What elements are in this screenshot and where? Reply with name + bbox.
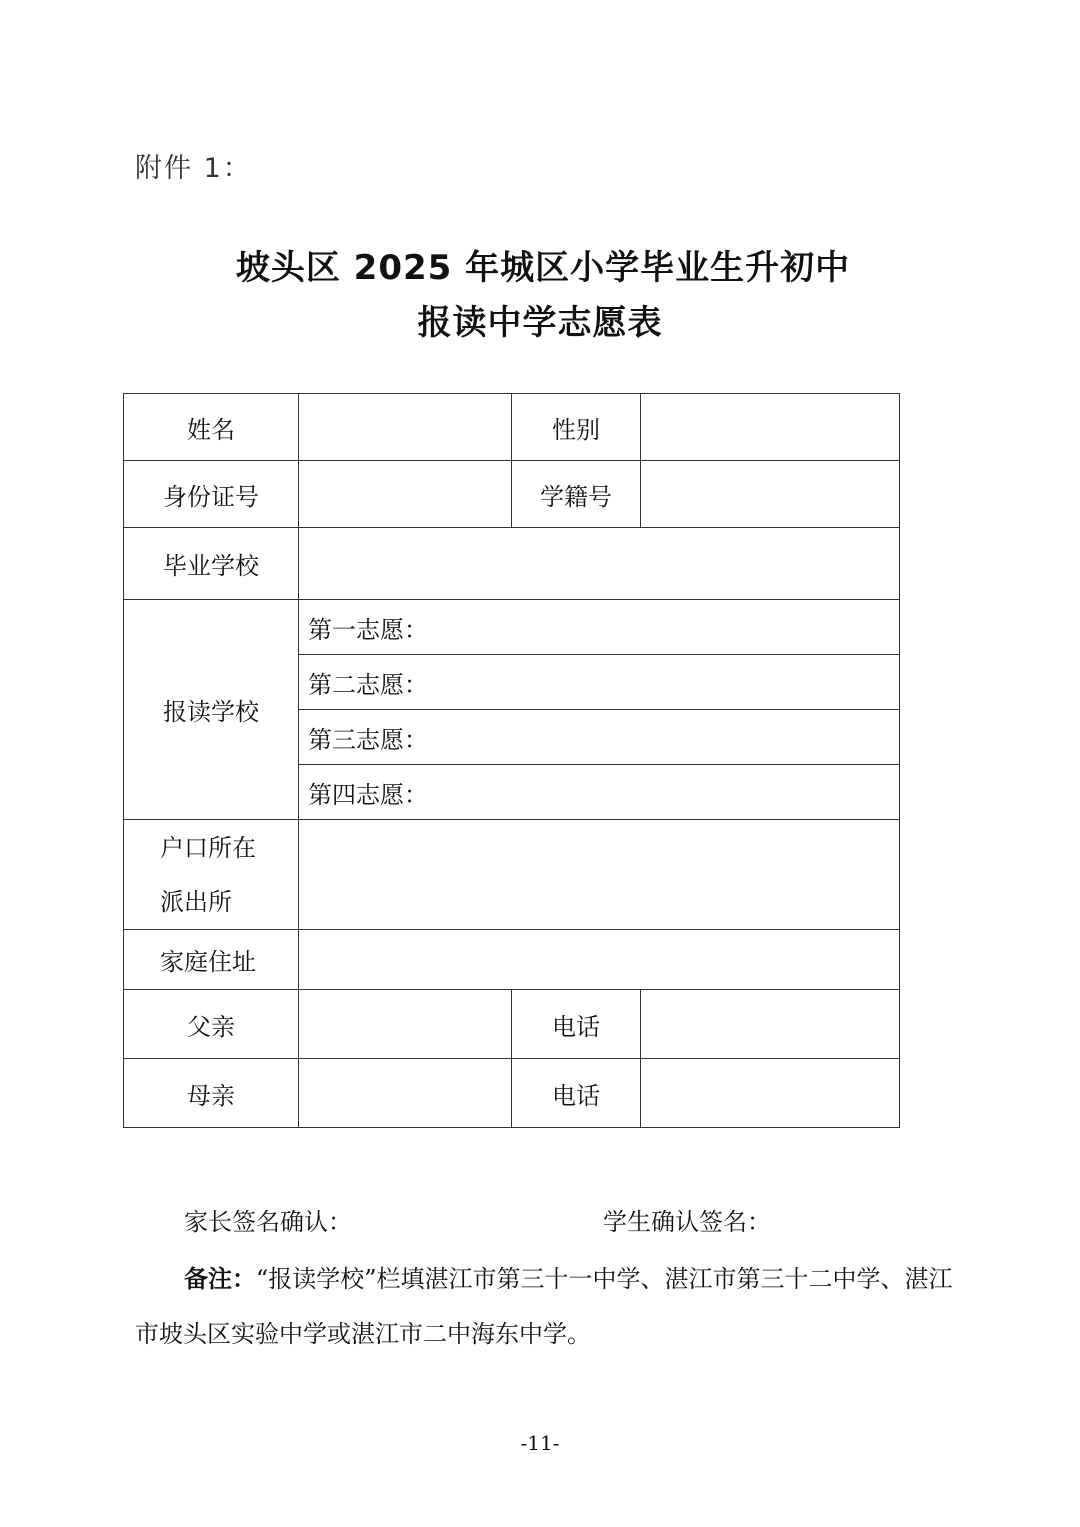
id-number-label: 身份证号 (124, 461, 299, 528)
father-phone-field[interactable] (641, 990, 900, 1059)
mother-phone-label: 电话 (512, 1059, 641, 1128)
form-row-graduation-school (124, 528, 900, 600)
graduation-school-label: 毕业学校 (124, 528, 299, 600)
third-choice-field[interactable]: 第三志愿： (299, 710, 900, 765)
form-row-father (124, 990, 900, 1059)
form-row-mother (124, 1059, 900, 1128)
father-label: 父亲 (124, 990, 299, 1059)
hukou-police-station-label (124, 820, 299, 930)
student-number-field[interactable] (641, 461, 900, 528)
document-title-line-1: 坡头区 2025 年城区小学毕业生升初中 (235, 248, 851, 288)
name-label: 姓名 (124, 394, 299, 461)
graduation-school-field[interactable] (299, 528, 900, 600)
apply-school-label: 报读学校 (124, 600, 299, 820)
student-number-label: 学籍号 (512, 461, 641, 528)
fourth-choice-field[interactable]: 第四志愿： (299, 765, 900, 820)
first-choice-field[interactable]: 第一志愿： (299, 600, 900, 655)
second-choice-field[interactable]: 第二志愿： (299, 655, 900, 710)
remark-label: 备注： (184, 1265, 256, 1293)
attachment-label: 附件 1： (135, 153, 252, 184)
document-title-line-2: 报读中学志愿表 (417, 303, 663, 343)
hukou-label-line-2: 派出所 (160, 887, 232, 916)
form-row-hukou (124, 820, 900, 930)
hukou-label-line-1: 户口所在 (160, 833, 256, 862)
father-phone-label: 电话 (512, 990, 641, 1059)
name-field[interactable] (299, 394, 512, 461)
form-row-choice-1 (124, 600, 900, 655)
mother-label: 母亲 (124, 1059, 299, 1128)
remark-paragraph (135, 1252, 955, 1362)
gender-field[interactable] (641, 394, 900, 461)
id-number-field[interactable] (299, 461, 512, 528)
home-address-field[interactable] (299, 930, 900, 990)
form-row-id (124, 461, 900, 528)
gender-label: 性别 (512, 394, 641, 461)
home-address-label: 家庭住址 (124, 930, 299, 990)
form-row-address (124, 930, 900, 990)
mother-phone-field[interactable] (641, 1059, 900, 1128)
application-form-table (123, 393, 900, 1128)
student-signature-label: 学生确认签名： (603, 1208, 771, 1236)
father-name-field[interactable] (299, 990, 512, 1059)
hukou-police-station-field[interactable] (299, 820, 900, 930)
page-number: -11- (520, 1431, 560, 1455)
mother-name-field[interactable] (299, 1059, 512, 1128)
form-row-name (124, 394, 900, 461)
remark-text: “报读学校”栏填湛江市第三十一中学、湛江市第三十二中学、湛江市坡头区实验中学或湛江市二中海东中学。 (135, 1265, 953, 1348)
parent-signature-label: 家长签名确认： (184, 1208, 352, 1236)
